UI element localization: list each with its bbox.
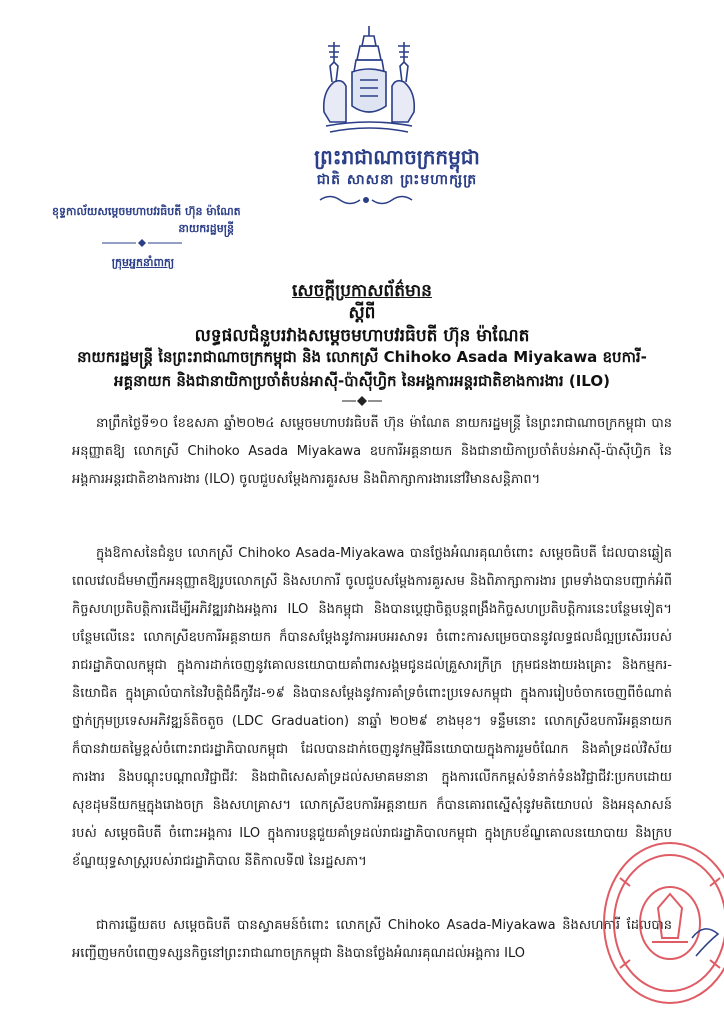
divider-ornament-icon [100,238,184,248]
paragraph-2-text: ក្នុងឱកាសនៃជំនួប លោកស្រី Chihoko Asada-Miyakawa បានថ្លែងអំណរគុណចំពោះ សម្តេចធិបតី ដែលបានឆ្លៀតពេលវេលដ៏មមាញឹកអនុញ្ញាតឱ្យរូបលោកស្រី និងសហការី ចូលជួបសម្តែងការគួរសម និងពិភាក្សាការងារ ព្រមទាំងបានបញ្ជាក់អំពីកិច្ចសហប្រតិបត្តិការដើម្បីអភិវឌ្ឍរវាងអង្គការ ILO និងកម្ពុជា និងបានប្តេជ្ញាចិត្តបន្តពង្រឹងកិច្ចសហប្រតិបត្តិការនេះបន្ថែមទៀត។ បន្ថែមលើនេះ លោកស្រីឧបការីអគ្គនាយក ក៏បានសម្តែងនូវការអបអរសាទរ ចំពោះការសម្រេចបាននូវលទ្ធផលដ៏ល្អប្រសើររបស់រាជរដ្ឋាភិបាលកម្ពុជា ក្នុងការដាក់ចេញនូវគោលនយោបាយគាំពារសង្គមជូនដល់គ្រួសារក្រីក្រ ក្រុមជនងាយរងគ្រោះ និងកម្មករ-និយោជិត ក្នុងគ្រាលំបាកនៃវិបត្តិជំងឺកូវីដ-១៩ និងបានសម្តែងនូវការគាំទ្រចំពោះប្រទេសកម្ពុជា ក្នុងការរៀបចំចាកចេញពីចំណាត់ថ្នាក់ក្រុមប្រទេសអភិវឌ្ឍន៍តិចតួច (LDC Graduation) នាឆ្នាំ ២០២៩ ខាងមុខ។ ទន្ទឹមនោះ លោកស្រីឧបការីអគ្គនាយក ក៏បានវាយតម្លៃខ្ពស់ចំពោះរាជរដ្ឋាភិបាលកម្ពុជា ដែលបានដាក់ចេញនូវកម្មវិធីនយោបាយក្នុងការរួមចំណែក និងគាំទ្រដល់វិស័យការងារ និងបណ្តុះបណ្តាលវិជ្ជាជីវៈ និងជាពិសេសគាំទ្រដល់សមាគមនានា ក្នុងការលើកកម្ពស់ទំនាក់ទំនងវិជ្ជាជីវៈប្រកបដោយសុខដុមនីយកម្មក្នុងរោងចក្រ និងសហគ្រាស។ លោកស្រីឧបការីអគ្គនាយក ក៏បានគោរពស្នើសុំនូវមតិយោបល់ និងអនុសាសន៍របស់ សម្តេចធិបតី ចំពោះអង្គការ ILO ក្នុងការបន្តជួយគាំទ្រដល់រាជរដ្ឋាភិបាលកម្ពុជា ក្នុងក្របខ័ណ្ឌគោលនយោបាយ និងក្របខ័ណ្ឌយុទ្ធសាស្ត្ររបស់រាជរដ្ឋាភិបាល នីតិកាលទី៧ នៃរដ្ឋសភា។ [72,546,672,869]
body-paragraph-2 [72,540,672,904]
title-subject-label: ស្តីពី [348,303,376,323]
prime-minister-title: នាយករដ្ឋមន្ត្រី [178,222,234,235]
paragraph-1-text: នាព្រឹកថ្ងៃទី១០ ខែឧសភា ឆ្នាំ២០២៤ សម្តេចមហាបវរធិបតី ហ៊ុន ម៉ាណែត នាយករដ្ឋមន្ត្រី នៃព្រះរាជាណាចក្រកម្ពុជា បានអនុញ្ញាតឱ្យ លោកស្រី Chihoko Asada Miyakawa ឧបការីអគ្គនាយក និងជានាយិកាប្រចាំតំបន់អាស៊ី-ប៉ាស៊ីហ្វិក នៃអង្គការអន្តរជាតិខាងការងារ (ILO) ចូលជួបសម្តែងការគួរសម និងពិភាក្សាការងារនៅវិមានសន្តិភាព។ [72,416,672,487]
document-title: សេចក្តីប្រកាសព័ត៌មាន [292,281,432,301]
cabinet-office-name: ខុទ្ទកាល័យសម្តេចមហាបវរធិបតី ហ៊ុន ម៉ាណែត [52,205,241,218]
title-line-3: លទ្ធផលជំនួបរវាងសម្តេចមហាបវរធិបតី ហ៊ុន ម៉ាណែត [194,326,530,346]
title-line-4: នាយករដ្ឋមន្ត្រី នៃព្រះរាជាណាចក្រកម្ពុជា និង លោកស្រី Chihoko Asada Miyakawa ឧបការី- [77,348,647,366]
national-motto: ជាតិ សាសនា ព្រះមហាក្សត្រ [316,172,478,188]
body-paragraph-3 [72,912,672,996]
body-paragraph-1 [72,410,672,522]
kingdom-name: ព្រះរាជាណាចក្រកម្ពុជា [314,145,480,169]
motto-flourish-icon [316,193,416,207]
title-ornament-icon [340,395,384,407]
royal-crest-icon [316,22,422,140]
spokesperson-unit: ក្រុមអ្នកនាំពាក្យ [111,256,175,269]
title-line-5: អគ្គនាយក និងជានាយិកាប្រចាំតំបន់អាស៊ី-ប៉ាស៊ីហ្វិក នៃអង្គការអន្តរជាតិខាងការងារ (ILO) [114,372,610,390]
paragraph-3-text: ជាការឆ្លើយតប សម្តេចធិបតី បានស្វាគមន៍ចំពោះ លោកស្រី Chihoko Asada-Miyakawa និងសហការី ដែលបានអញ្ជើញមកបំពេញទស្សនកិច្ចនៅព្រះរាជាណាចក្រកម្ពុជា និងបានថ្លែងអំណរគុណដល់អង្គការ ILO [72,918,672,961]
official-seal-icon [600,838,724,1008]
